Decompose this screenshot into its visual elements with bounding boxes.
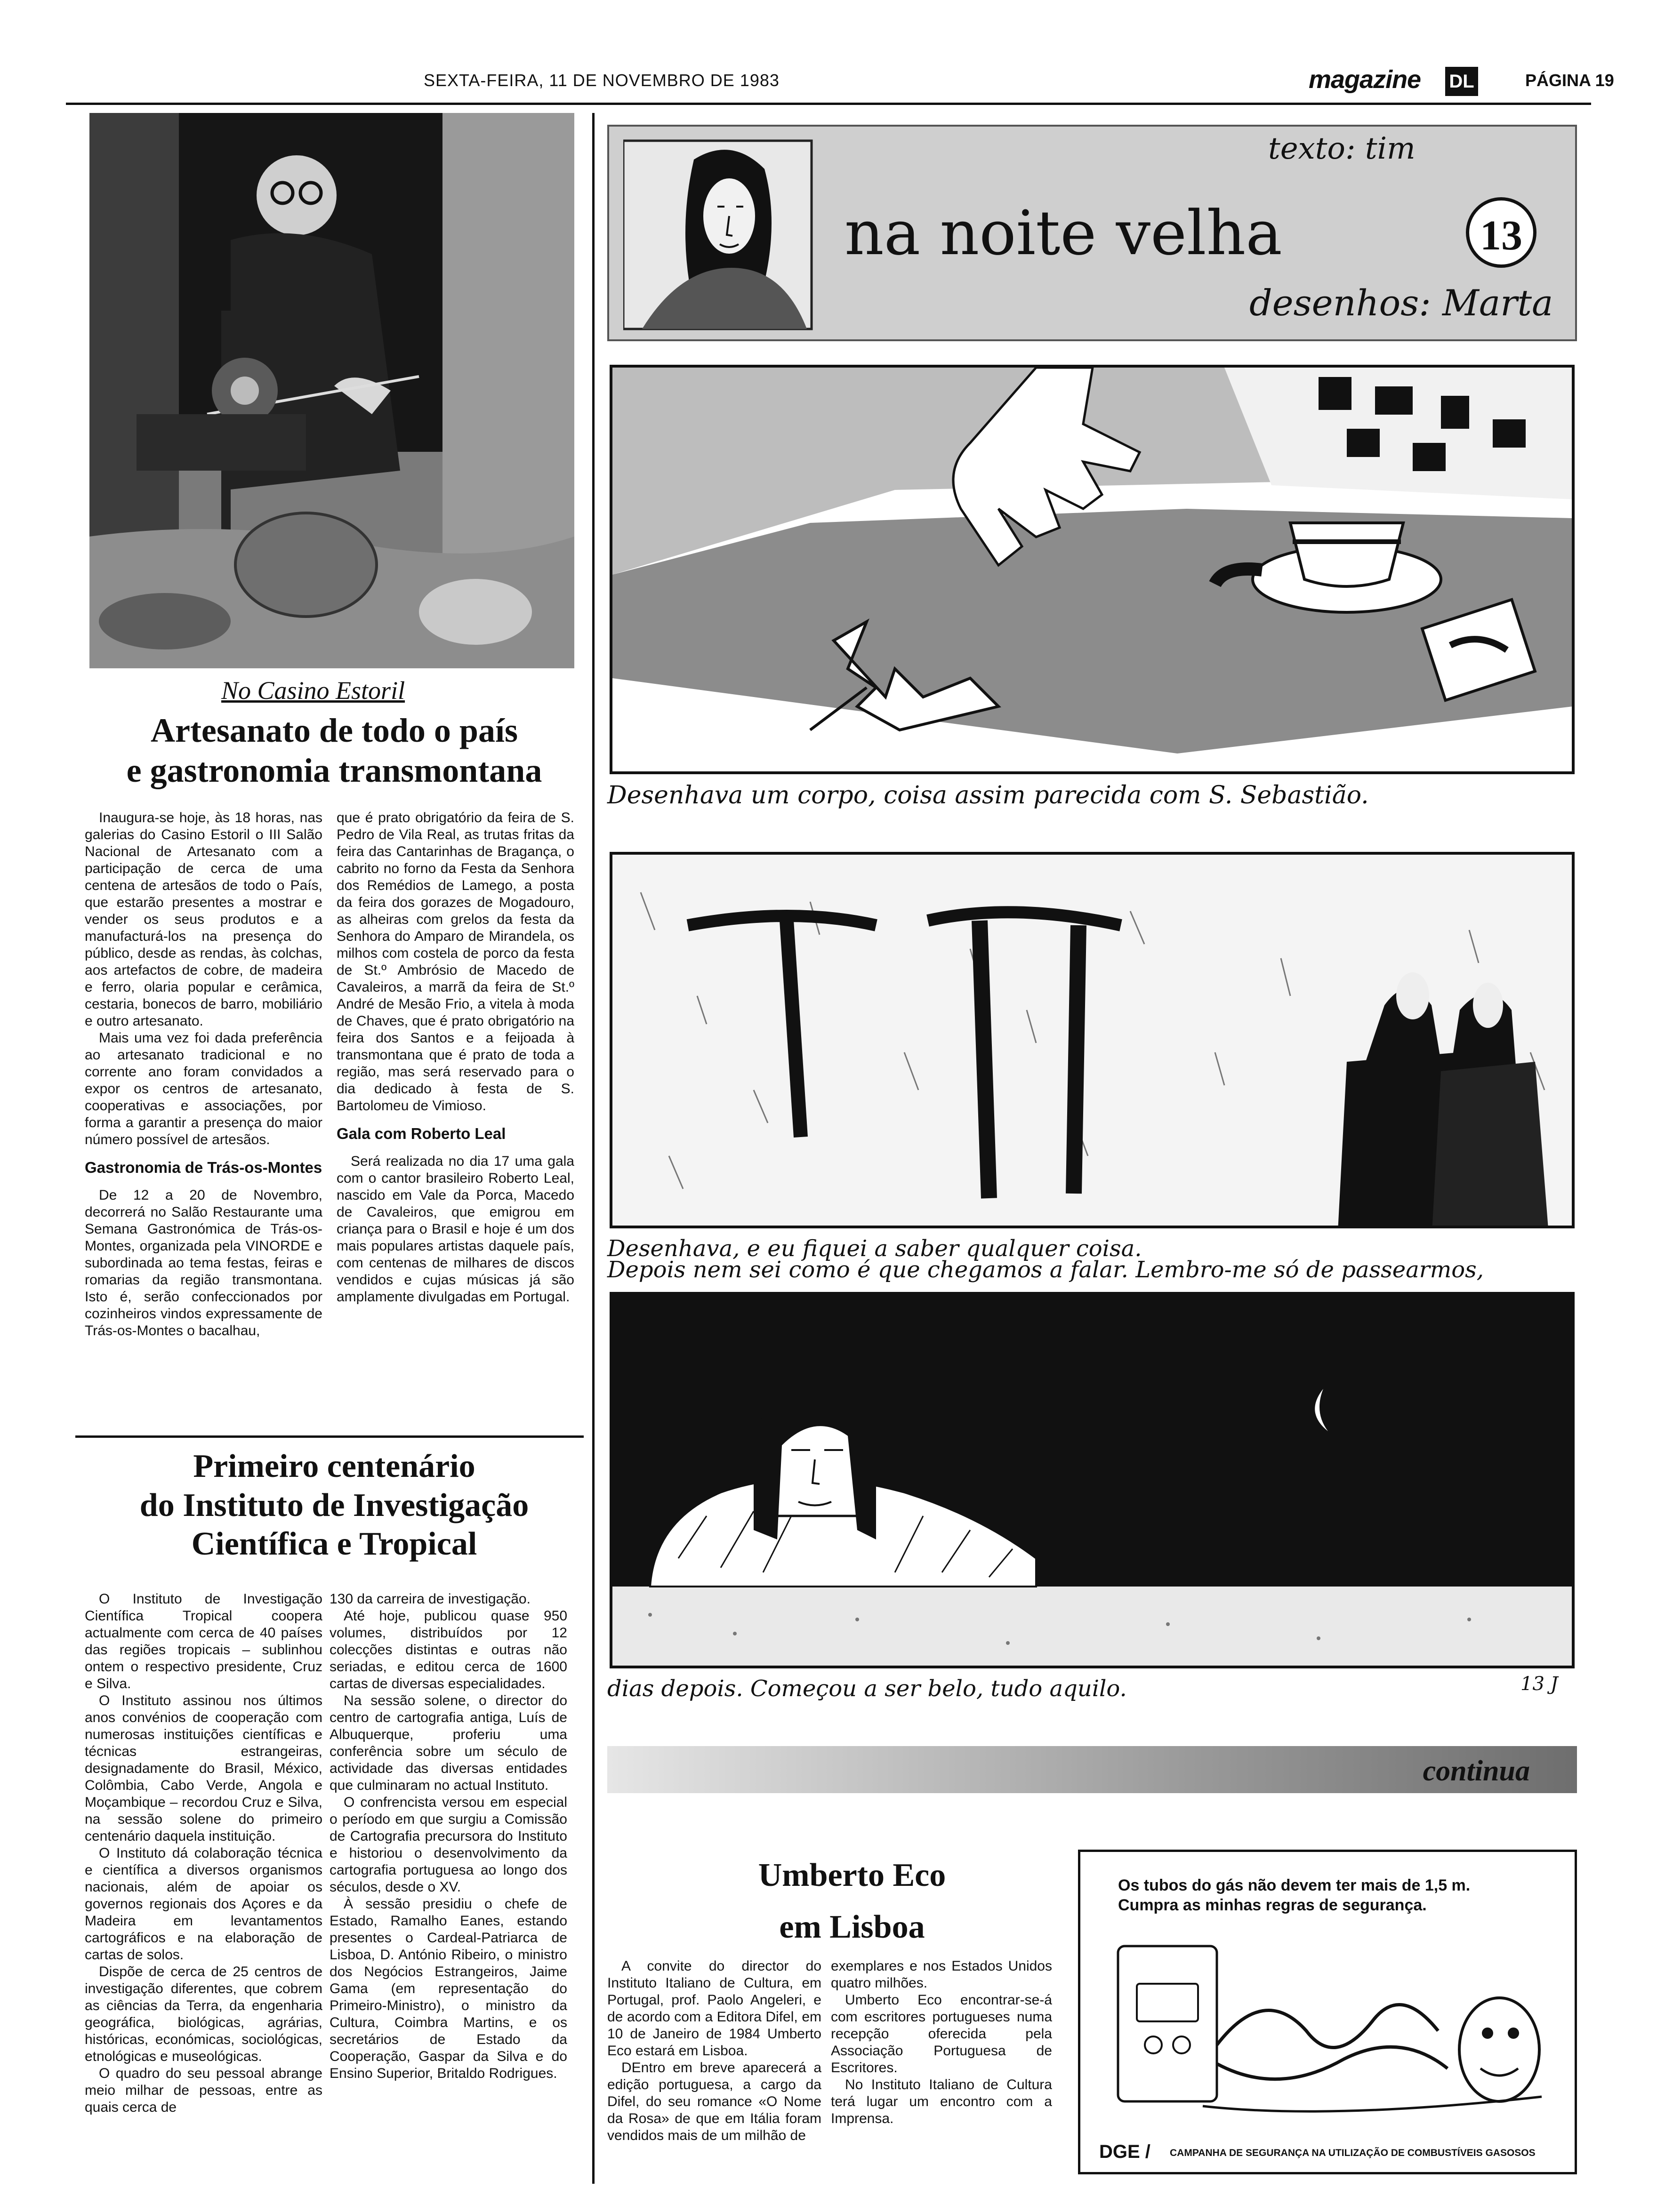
paragraph: A convite do director do Instituto Italiano de Cultura, em Portugal, prof. Paolo Angeleri, e de acordo com a Editora Difel, em 10 de Janeiro de 1984 Umberto Eco estará em Lisboa. — [607, 1958, 821, 2059]
newspaper-logo: DL — [1445, 67, 1478, 96]
eco-column-1 — [607, 1958, 821, 2144]
panel-3-drawing — [612, 1295, 1573, 1667]
ad-campaign: CAMPANHA DE SEGURANÇA NA UTILIZAÇÃO DE COMBUSTÍVEIS GASOSOS — [1170, 2148, 1536, 2158]
paragraph: O quadro do seu pessoal abrange meio milhar de pessoas, entre as quais cerca de — [85, 2066, 322, 2115]
headline-instituto-line3: Científica e Tropical — [191, 1526, 477, 1563]
paragraph: Na sessão solene, o director do centro de cartografia antiga, Luís de Albuquerque, proferiu uma conferência sobre um século de actividade das diversas entidades que culminaram no actual Instituto. — [330, 1693, 567, 1793]
paragraph: que é prato obrigatório da feira de S. Pedro de Vila Real, as trutas fritas da feira das Cantarinhas de Bragança, o cabrito no forno da Festa da Senhora dos Remédios de Lamego, a posta da feira dos gorazes de Mogadouro, as alheiras com grelos da festa da Senhora do Amparo de Mirandela, os milhos com costela de porco da festa de St.º Ambrósio de Macedo de Cavaleiros, a marrã da feira de St.º André de Mesão Frio, a vitela à moda de Chaves, que é prato obrigatório na feira dos Santos e a feijoada à transmontana que é prato de toda a região, mas será reservado para o dia dedicado à festa de S. Bartolomeu de Vimioso. — [337, 810, 574, 1114]
subhead-gastronomia: Gastronomia de Trás-os-Montes — [85, 1159, 322, 1176]
ad-line-1: Os tubos do gás não devem ter mais de 1,5 m. — [1118, 1876, 1471, 1894]
paragraph: Será realizada no dia 17 uma gala com o cantor brasileiro Roberto Leal, nascido em Vale da Porca, Macedo de Cavaleiros, que emigrou em criança para o Brasil e hoje é um dos mais populares artistas daquele país, com centenas de milhares de discos vendidos e cujas músicas já são amplamente divulgadas em Portugal. — [337, 1154, 574, 1305]
paragraph: No Instituto Italiano de Cultura terá lugar um encontro com a Imprensa. — [831, 2077, 1052, 2126]
headline-casino-line2: e gastronomia transmontana — [126, 751, 542, 789]
artisan-photo-image — [89, 113, 574, 668]
header-rule — [66, 103, 1591, 105]
headline-casino — [85, 711, 584, 791]
headline-instituto — [75, 1447, 593, 1564]
paragraph: O Instituto dá colaboração técnica e científica a diversos organismos nacionais, além de apoiar os governos regionais dos Açores e da Madeira em levantamentos cartográficos e na elaboração de cartas de solos. — [85, 1845, 322, 1963]
episode-number-badge: 13 — [1466, 197, 1536, 268]
panel-3-caption: dias depois. Começou a ser belo, tudo aquilo. — [607, 1675, 1127, 1702]
paragraph: Dispõe de cerca de 25 centros de investigação diferentes, que cobrem as ciências da Terra, da engenharia geográfica, biológicas, agrárias, históricas, económicas, sociológicas, etnológicas e museológicas. — [85, 1964, 322, 2064]
casino-column-2 — [337, 809, 574, 1306]
paragraph: De 12 a 20 de Novembro, decorrerá no Salão Restaurante uma Semana Gastronómica de Trás-os-Montes, organizada pela VINORDE e subordinada ao tema festas, feiras e romarias da região transmontana. Isto é, serão confeccionados por cozinheiros vindos expressamente de Trás-os-Montes o bacalhau, — [85, 1187, 322, 1338]
section-divider — [75, 1435, 584, 1438]
panel-2-drawing — [612, 855, 1573, 1226]
paragraph: O Instituto assinou nos últimos anos convénios de cooperação com numerosas instituições científicas e técnicas estrangeiras, designadamente do Brasil, México, Colômbia, Cabo Verde, Angola e Moçambique – recordou Cruz e Silva, na sessão solene do primeiro centenário daquela instituição. — [85, 1693, 322, 1844]
paragraph: Mais uma vez foi dada preferência ao artesanato tradicional e no corrente ano foram convidados a expor os centros de artesanato, cooperativas e associações, por forma a garantir a presença do maior número possível de artesãos. — [85, 1030, 322, 1147]
paragraph: Inaugura-se hoje, às 18 horas, nas galerias do Casino Estoril o III Salão Nacional de Artesanato com a participação de cerca de uma centena de artesãos de todo o País, que estarão presentes a mostrar e vender os seus produtos e a manufacturá-los na presença do público, desde as rendas, às colchas, aos artefactos de cobre, de madeira e ferro, olaria popular e cerâmica, cestaria, bonecos de barro, mobiliário e outro artesanato. — [85, 810, 322, 1029]
gas-safety-advertisement — [1078, 1850, 1577, 2174]
headline-instituto-line1: Primeiro centenário — [193, 1448, 475, 1484]
comic-title: na noite velha — [845, 197, 1282, 269]
ad-brand: DGE / — [1099, 2141, 1150, 2162]
comic-panel-1 — [610, 365, 1575, 774]
panel-2-caption: Desenhava, e eu fiquei a saber qualquer coisa. — [607, 1235, 1142, 1262]
ad-message — [1118, 1875, 1470, 1915]
panel-1-drawing — [612, 368, 1573, 772]
continua-bar — [607, 1746, 1577, 1793]
casino-column-1 — [85, 809, 322, 1339]
panel-3-caption-top: Depois nem sei como é que chegamos a falar. Lembro-me só de passearmos, — [607, 1257, 1484, 1283]
instituto-column-1 — [85, 1591, 322, 2116]
headline-eco-line2: em Lisboa — [779, 1909, 925, 1945]
header-date: SEXTA-FEIRA, 11 DE NOVEMBRO DE 1983 — [424, 71, 780, 90]
paragraph: exemplares e nos Estados Unidos quatro milhões. — [831, 1958, 1052, 1991]
column-rule — [592, 113, 595, 2184]
gas-heater-illustration — [1109, 1927, 1551, 2125]
comic-header — [607, 125, 1577, 341]
comic-portrait-icon — [623, 127, 821, 339]
comic-writer-credit: texto: tim — [1268, 131, 1416, 166]
headline-eco — [687, 1850, 1017, 1953]
comic-panel-3 — [610, 1292, 1575, 1668]
page-number: PÁGINA 19 — [1525, 71, 1614, 90]
subhead-gala: Gala com Roberto Leal — [337, 1125, 506, 1142]
paragraph: DEntro em breve aparecerá a edição portuguesa, a cargo da Difel, do seu romance «O Nome da Rosa» de que em Itália foram vendidos mais de um milhão de — [607, 2060, 821, 2143]
headline-eco-line1: Umberto Eco — [758, 1857, 946, 1893]
comic-panel-2 — [610, 852, 1575, 1228]
paragraph: O confrencista versou em especial o período em que surgiu a Comissão de Cartografia precursora do Instituto e historiou o desenvolvimento da cartografia portuguesa ao longo dos séculos, desde o XV. — [330, 1795, 567, 1895]
artist-signature: 13 J — [1520, 1673, 1558, 1695]
instituto-column-2 — [330, 1591, 567, 2082]
headline-instituto-line2: do Instituto de Investigação — [139, 1487, 529, 1523]
paragraph: O Instituto de Investigação Científica Tropical coopera actualmente com cerca de 40 países das regiões tropicais – sublinhou ontem o respectivo presidente, Cruz e Silva. — [85, 1591, 322, 1691]
kicker-casino: No Casino Estoril — [221, 676, 405, 705]
ad-line-2: Cumpra as minhas regras de segurança. — [1118, 1896, 1427, 1914]
section-title: magazine — [1309, 65, 1421, 94]
comic-artist-credit: desenhos: Marta — [1249, 282, 1553, 324]
paragraph: 130 da carreira de investigação. — [330, 1591, 531, 1607]
eco-column-2 — [831, 1958, 1052, 2127]
headline-casino-line1: Artesanato de todo o país — [150, 712, 518, 749]
paragraph: À sessão presidiu o chefe de Estado, Ramalho Eanes, estando presentes o Cardeal-Patriarca de Lisboa, D. António Ribeiro, o ministro dos Negócios Estrangeiros, Jaime Gama (em representação do Primeiro-Ministro), o ministro da Cultura, Coimbra Martins, e os secretários de Estado da Cooperação, Gaspar da Silva e do Ensino Superior, Britaldo Rodrigues. — [330, 1896, 567, 2081]
continua-label: continua — [1423, 1755, 1530, 1787]
paragraph: Umberto Eco encontrar-se-á com escritores portugueses numa recepção oferecida pela Associação Portuguesa de Escritores. — [831, 1992, 1052, 2076]
panel-1-caption: Desenhava um corpo, coisa assim parecida com S. Sebastião. — [607, 781, 1369, 809]
paragraph: Até hoje, publicou quase 950 volumes, distribuídos por 12 colecções distintas e outras não seriadas, e editou cerca de 1600 cartas de diversas especialidades. — [330, 1608, 567, 1691]
artisan-photo — [89, 113, 574, 668]
